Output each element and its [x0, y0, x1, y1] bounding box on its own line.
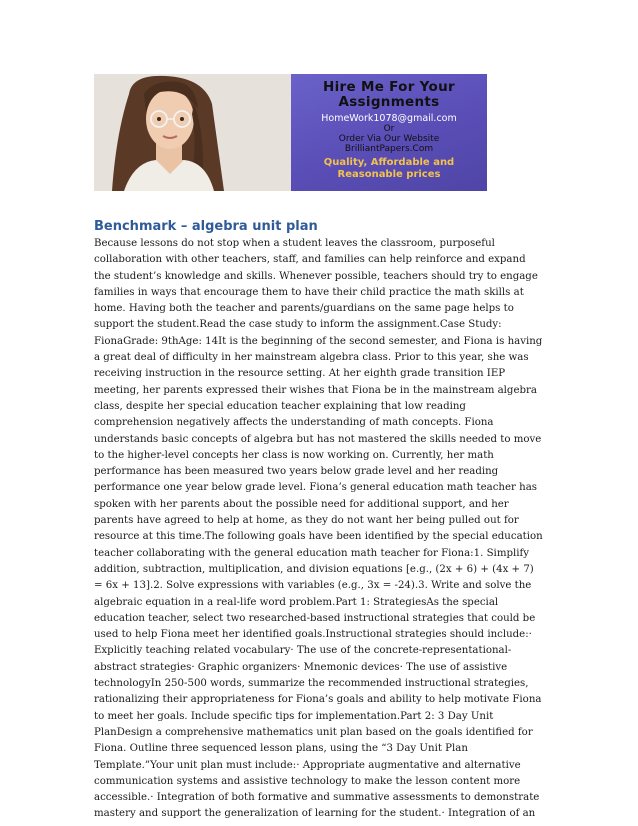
woman-portrait-illustration	[94, 74, 291, 191]
ad-heading-line2: Assignments	[338, 94, 440, 110]
document-title: Benchmark – algebra unit plan	[94, 219, 318, 234]
ad-heading-line1: Hire Me For Your	[323, 79, 455, 95]
banner-advert-panel	[291, 74, 487, 191]
ad-banner	[94, 74, 487, 191]
ad-email: HomeWork1078@gmail.com	[321, 113, 457, 124]
ad-or: Or	[383, 124, 395, 134]
ad-website: BrilliantPapers.Com	[344, 144, 434, 154]
ad-order-line: Order Via Our Website	[338, 134, 440, 144]
ad-tagline-line2: Reasonable prices	[337, 169, 441, 180]
document-body: Because lessons do not stop when a student leaves the classroom, purposeful collaboration with other teachers, staff, and families can help reinforce and expand the student’s knowledge and skills. Whenever possible, teachers should try to engage families in ways that encourage them to have their child practice the math skills at home. Having both the teacher and parents/guardians on the same page helps to support the student.Read the case study to inform the assignment.Case Study: FionaGrade: 9thAge: 14It is the beginning of the second semester, and Fiona is having a great deal of difficulty in her mainstream algebra class. Prior to this year, she was receiving instruction in the resource setting. At her eighth grade transition IEP meeting, her parents expressed their wishes that Fiona be in the mainstream algebra class, despite her special education teacher explaining that low reading comprehension negatively affects the understanding of math concepts. Fiona understands basic concepts of algebra but has not mastered the skills needed to move to the higher-level concepts her class is now working on. Currently, her math performance has been measured two years below grade level and her reading performance one year below grade level. Fiona’s general education math teacher has spoken with her parents about the possible need for additional support, and her parents have agreed to help at home, as they do not want her being pulled out for resource at this time.The following goals have been identified by the special education teacher collaborating with the general education math teacher for Fiona:1. Simplify addition, subtraction, multiplication, and division equations [e.g., (2x + 6) + (4x + 7) = 6x + 13].2. Solve expressions with variables (e.g., 3x = -24).3. Write and solve the algebraic equation in a real-life word problem.Part 1: StrategiesAs the special education teacher, select two researched-based instructional strategies that could be used to help Fiona meet her identified goals.Instructional strategies should include:· Explicitly teaching related vocabulary· The use of the concrete-representational-abstract strategies· Graphic organizers· Mnemonic devices· The use of assistive technologyIn 250-500 words, summarize the recommended instructional strategies, rationalizing their appropriateness for Fiona’s goals and ability to help motivate Fiona to meet her goals. Include specific tips for implementation.Part 2: 3 Day Unit PlanDesign a comprehensive mathematics unit plan based on the goals identified for Fiona. Outline three sequenced lesson plans, using the “3 Day Unit Plan Template.”Your unit plan must include:· Appropriate augmentative and alternative communication systems and assistive technology to make the lesson content more accessible.· Integration of both formative and summative assessments to demonstrate mastery and support the generalization of learning for the student.· Integration of an	[94, 238, 543, 820]
ad-tagline-line1: Quality, Affordable and	[323, 157, 455, 168]
banner-photo	[94, 74, 291, 191]
